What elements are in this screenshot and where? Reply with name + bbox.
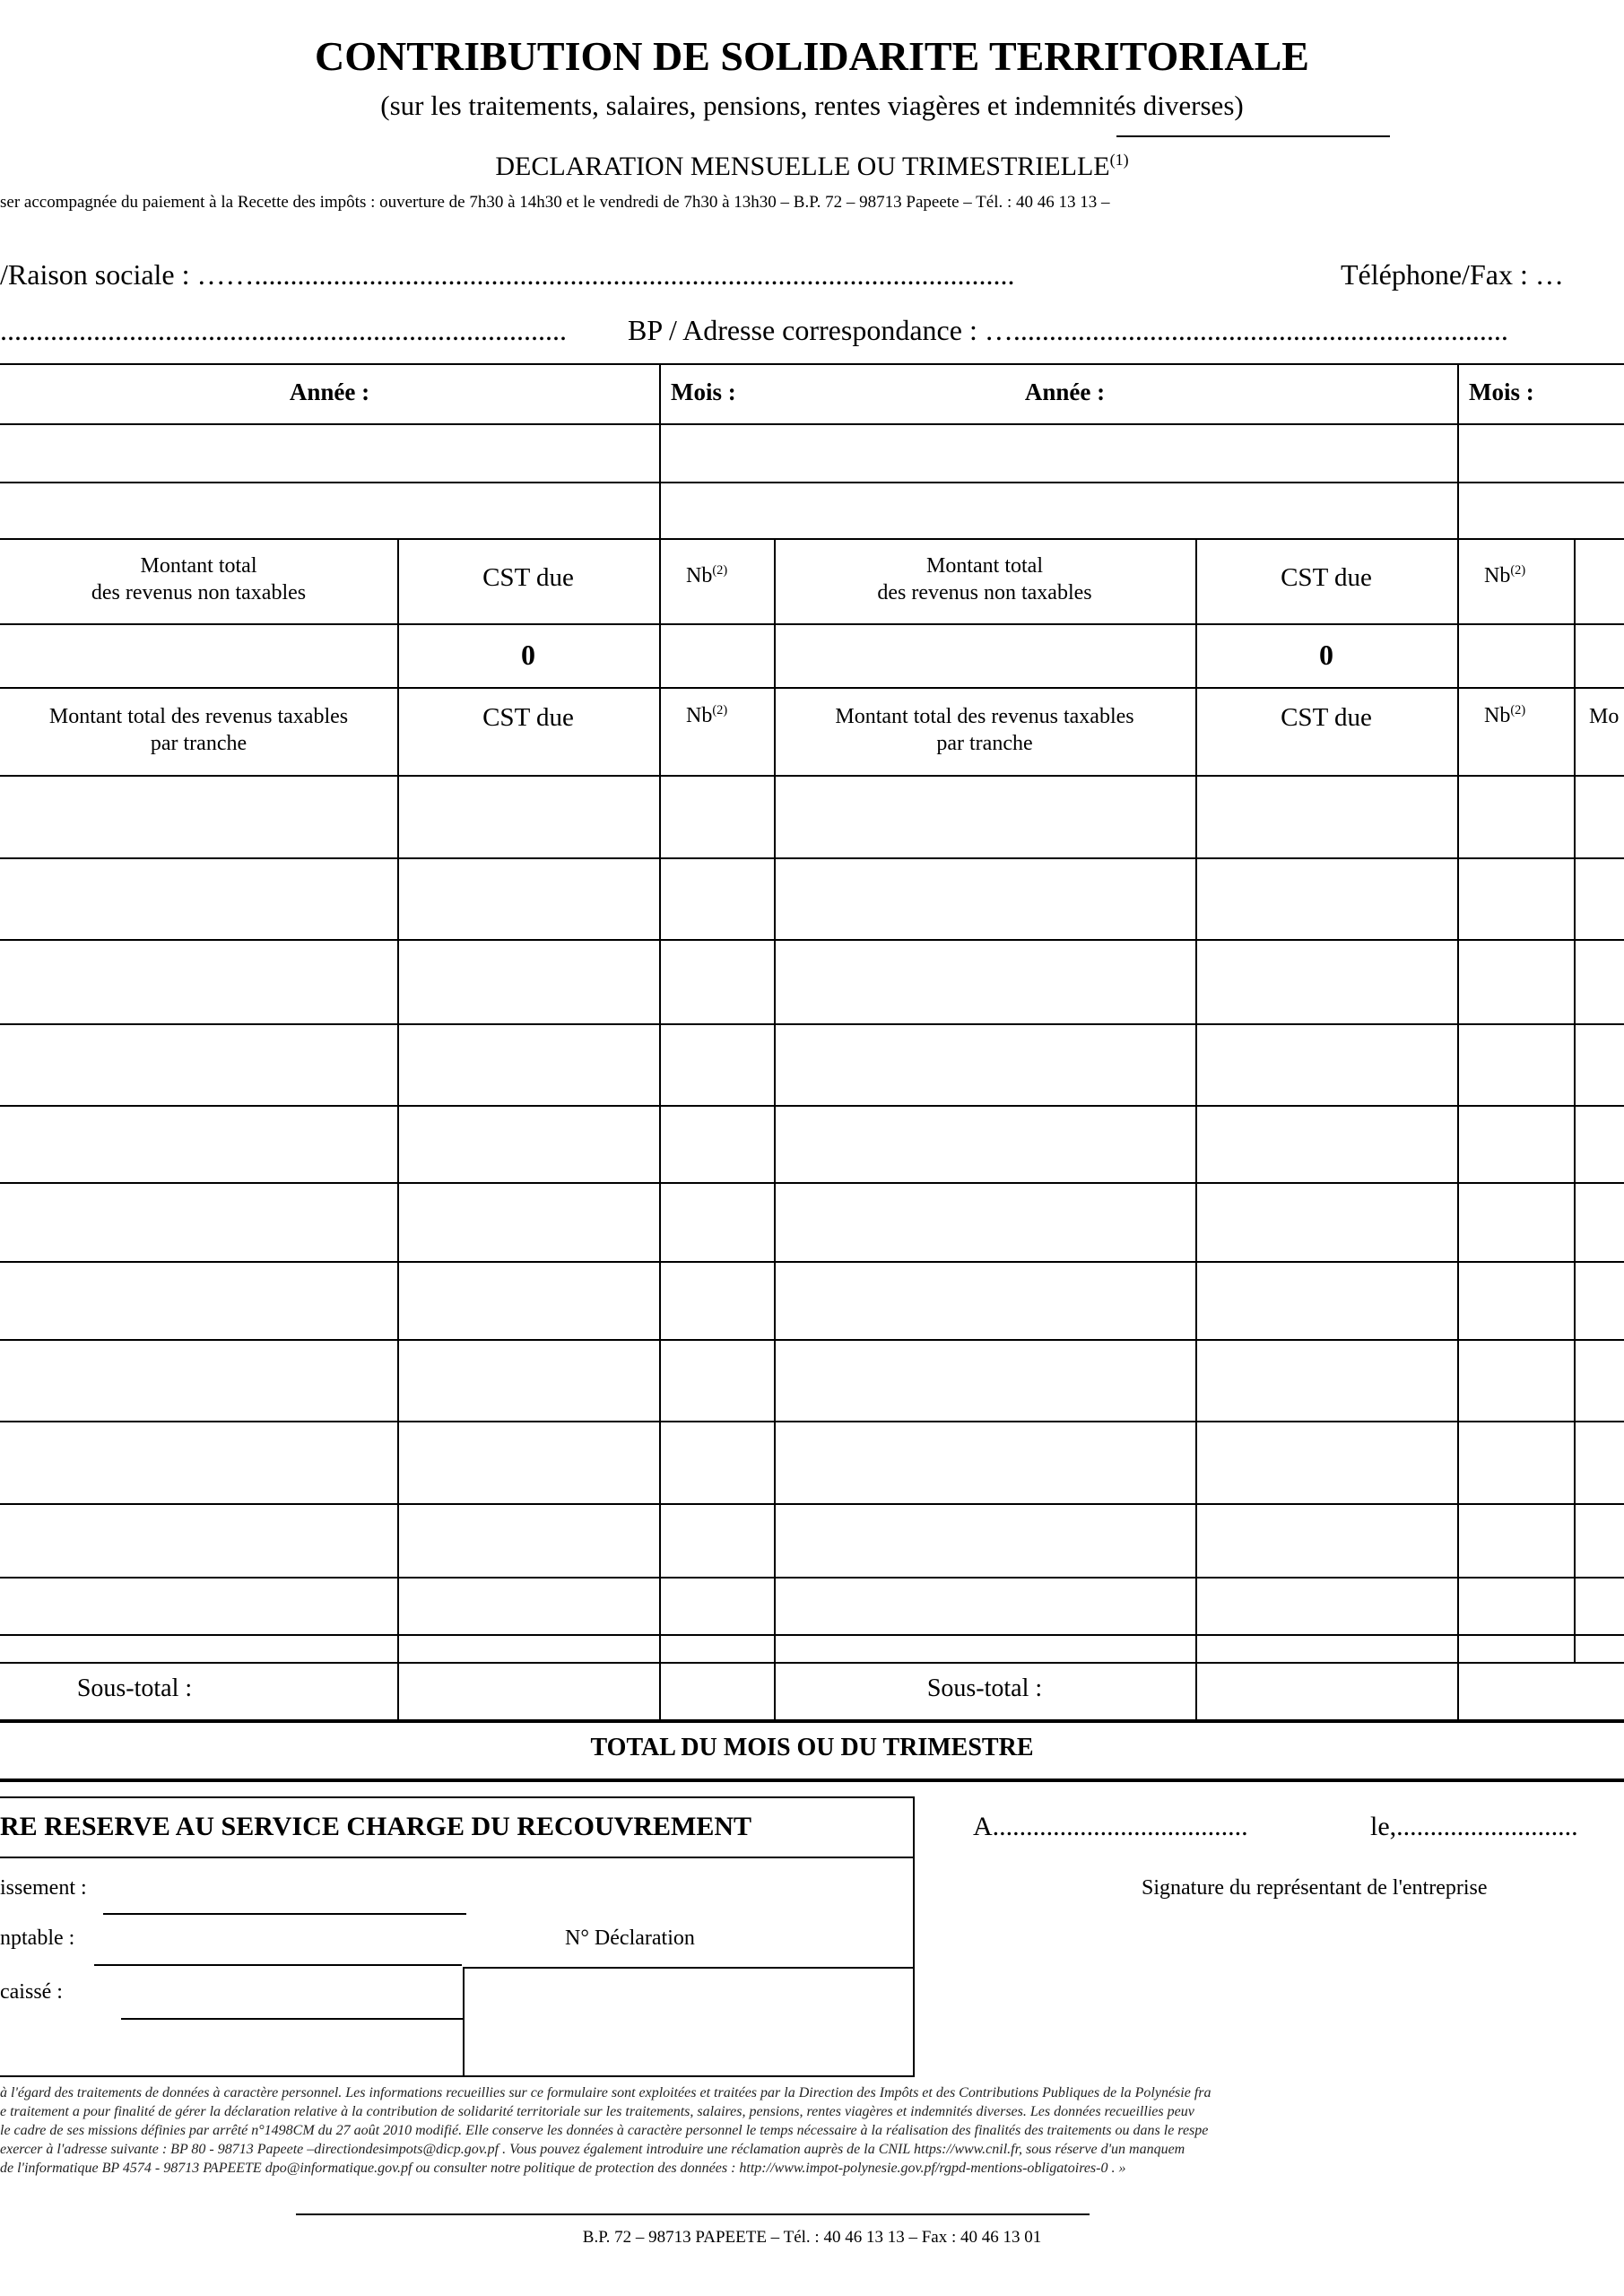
- cst-due-header-right: CST due: [1281, 563, 1372, 592]
- telephone-fax-field[interactable]: Téléphone/Fax : …: [1341, 258, 1564, 291]
- legal-line-2: e traitement a pour finalité de gérer la déclaration relative à la contribution de solidarité territoriale sur les traitements, salaires, pensions, rentes viagères et indemnités diverses. Les données recueillies peuv: [0, 2104, 1194, 2119]
- etablissement-label: issement :: [0, 1876, 87, 1900]
- nb-taxable-right: Nb$^{(2)}$: [1484, 703, 1526, 727]
- annee-label-right: Année :: [1024, 378, 1106, 405]
- taxable-header-left: Montant total des revenus taxables par tranche: [48, 705, 349, 755]
- cst-due-header-left: CST due: [482, 563, 574, 592]
- raison-sociale-field[interactable]: /Raison sociale : ……..........................................................................................................: [0, 258, 1015, 291]
- cst-due-taxable-right: CST due: [1281, 703, 1372, 732]
- payment-instructions: ser accompagnée du paiement à la Recette des impôts : ouverture de 7h30 à 14h30 et le vendredi de 7h30 à 13h30 – B.P. 72 – 98713 Papeete – Tél. : 40 46 13 13 –: [0, 193, 1110, 212]
- address-prefix: ...............................................................................: [0, 314, 567, 346]
- legal-line-3: le cadre de ses missions définies par arrêté n°1498CM du 27 août 2010 modifié. Elle conserve les données à caractère personnel le temps nécessaire à la réalisation des finalités des traitements ou dans le respe: [0, 2123, 1209, 2138]
- address-field[interactable]: BP / Adresse correspondance : ….....................................................................: [628, 314, 1508, 346]
- cst-due-value-right: 0: [1319, 639, 1333, 671]
- signature-date-field[interactable]: le,...........................: [1370, 1812, 1578, 1841]
- reserved-title: RE RESERVE AU SERVICE CHARGE DU RECOUVREMENT: [0, 1812, 752, 1841]
- mois-label-right: Mois :: [1469, 378, 1534, 405]
- comptable-label: nptable :: [0, 1926, 75, 1950]
- encaisse-label: caissé :: [0, 1980, 63, 2004]
- non-taxable-header-left: Montant total des revenus non taxables: [91, 554, 307, 604]
- non-taxable-header-right: Montant total des revenus non taxables: [877, 554, 1092, 604]
- document-title: CONTRIBUTION DE SOLIDARITE TERRITORIALE: [315, 33, 1309, 79]
- footer-divider: [296, 2213, 1090, 2215]
- mois-label-left: Mois :: [671, 378, 736, 405]
- document-subtitle: (sur les traitements, salaires, pensions, rentes viagères et indemnités diverses): [380, 90, 1244, 121]
- annee-label-left: Année :: [289, 378, 370, 405]
- legal-line-4: exercer à l'adresse suivante : BP 80 - 98713 Papeete –directiondesimpots@dicp.gov.pf . Vous pouvez également introduire une réclamation auprès de la CNIL https://www.cnil.fr, sous réserve d'un manquem: [0, 2142, 1185, 2157]
- declaration-heading: DECLARATION MENSUELLE OU TRIMESTRIELLE$^{(1)}$: [495, 151, 1129, 181]
- declaration-number-label: N° Déclaration: [565, 1926, 695, 1950]
- nb-taxable-left: Nb$^{(2)}$: [686, 703, 728, 727]
- signature-place-field[interactable]: A......................................: [973, 1812, 1248, 1841]
- footer-address: B.P. 72 – 98713 PAPEETE – Tél. : 40 46 13 13 – Fax : 40 46 13 01: [582, 2228, 1042, 2247]
- signature-label: Signature du représentant de l'entreprise: [1142, 1876, 1488, 1900]
- nb-header-right: Nb$^{(2)}$: [1484, 563, 1526, 587]
- legal-line-5: de l'informatique BP 4574 - 98713 PAPEETE dpo@informatique.gov.pf ou consulter notre politique de protection des données : http://www.impot-polynesie.gov.pf/rgpd-mentions-obligatoires-0 . »: [0, 2161, 1126, 2176]
- cst-due-taxable-left: CST due: [482, 703, 574, 732]
- cut-header-right: Mo: [1589, 705, 1620, 728]
- legal-line-1: à l'égard des traitements de données à caractère personnel. Les informations recueillies sur ce formulaire sont exploitées et traitées par la Direction des Impôts et des Contributions Publiques de la Polynésie fra: [0, 2085, 1211, 2100]
- title-underline: [1116, 135, 1390, 137]
- nb-header-left: Nb$^{(2)}$: [686, 563, 728, 587]
- sous-total-left: Sous-total :: [76, 1674, 193, 1702]
- cst-due-value-left: 0: [521, 639, 535, 671]
- sous-total-right: Sous-total :: [926, 1674, 1043, 1702]
- total-label: TOTAL DU MOIS OU DU TRIMESTRE: [590, 1734, 1034, 1761]
- taxable-header-right: Montant total des revenus taxables par tranche: [835, 705, 1134, 755]
